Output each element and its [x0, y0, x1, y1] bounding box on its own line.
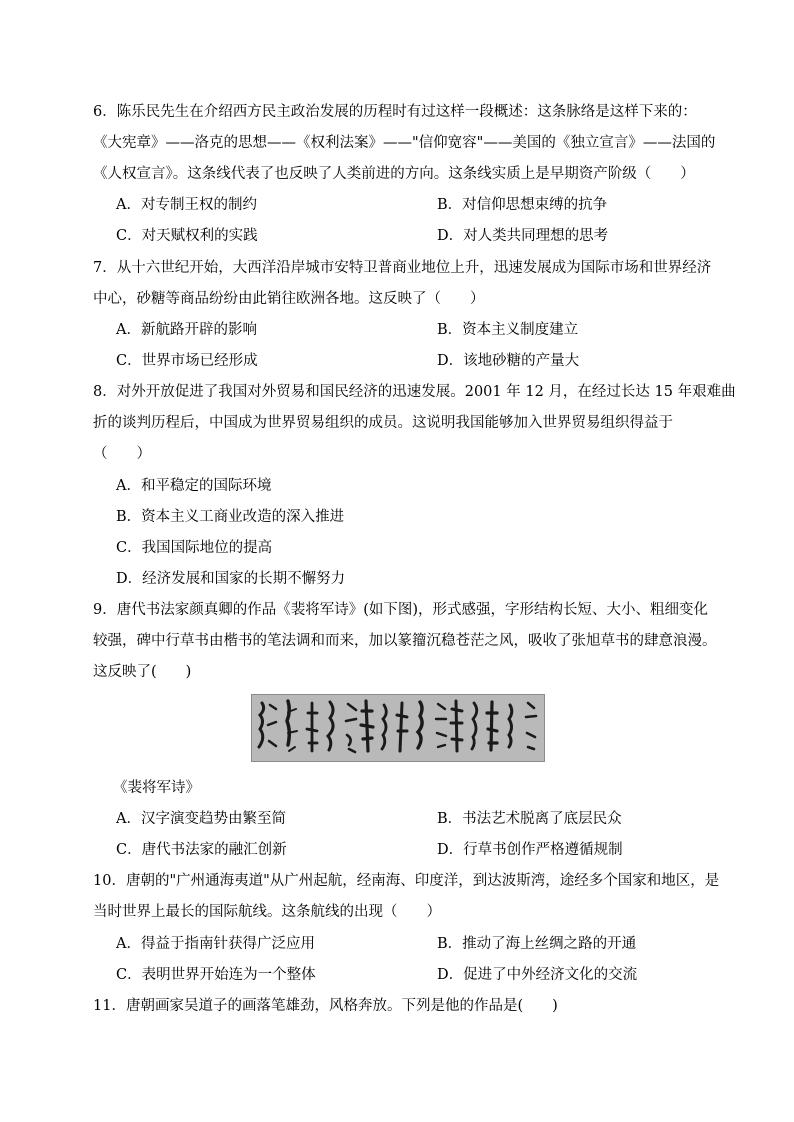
question-10-line-2: 当时世界上最长的国际航线。这条航线的出现（ ）: [93, 904, 441, 920]
question-9-line-2: 较强，碑中行草书由楷书的笔法调和而来，加以篆籀沉稳苍茫之风，吸收了张旭草书的肆意浪漫。: [93, 633, 717, 649]
calligraphy-strokes: [252, 695, 544, 761]
question-7-line-1: 7．从十六世纪开始，大西洋沿岸城市安特卫普商业地位上升，迅速发展成为国际市场和世界经济: [93, 260, 712, 276]
question-6-line-1: 6．陈乐民先生在介绍西方民主政治发展的历程时有过这样一段概述：这条脉络是这样下来的：: [93, 104, 697, 120]
question-8-line-2: 折的谈判历程后，中国成为世界贸易组织的成员。这说明我国能够加入世界贸易组织得益于: [93, 415, 673, 431]
question-9-option-b: B．书法艺术脱离了底层民众: [437, 811, 622, 827]
question-10-option-d: D．促进了中外经济文化的交流: [437, 967, 638, 983]
calligraphy-caption: 《裴将军诗》: [113, 780, 200, 796]
question-6-option-a: A．对专制王权的制约: [116, 197, 257, 213]
question-6-line-3: 《人权宣言》。这条线代表了也反映了人类前进的方向。这条线实质上是早期资产阶级（ ）: [93, 166, 695, 182]
question-7-option-c: C．世界市场已经形成: [116, 353, 258, 369]
question-10-option-c: C．表明世界开始连为一个整体: [116, 967, 316, 983]
question-8-option-b: B．资本主义工商业改造的深入推进: [116, 509, 345, 525]
question-6-option-b: B．对信仰思想束缚的抗争: [437, 197, 608, 213]
question-11-line-1: 11．唐朝画家吴道子的画落笔雄劲，风格奔放。下列是他的作品是( ): [93, 998, 558, 1014]
calligraphy-image: [251, 694, 545, 762]
question-7-option-b: B．资本主义制度建立: [437, 322, 579, 338]
question-8-option-d: D．经济发展和国家的长期不懈努力: [116, 571, 346, 587]
question-10-line-1: 10．唐朝的"广州通海夷道"从广州起航，经南海、印度洋，到达波斯湾，途经多个国家和地区，是: [93, 873, 720, 889]
question-6-line-2: 《大宪章》——洛克的思想——《权利法案》——"信仰宽容"——美国的《独立宣言》——法国的: [93, 135, 716, 151]
question-7-line-2: 中心，砂糖等商品纷纷由此销往欧洲各地。这反映了（ ）: [93, 291, 485, 307]
question-6-option-d: D．对人类共同理想的思考: [437, 228, 609, 244]
question-9-line-3: 这反映了( ): [93, 664, 192, 680]
question-10-option-b: B．推动了海上丝绸之路的开通: [437, 936, 637, 952]
question-8-option-a: A．和平稳定的国际环境: [116, 478, 272, 494]
question-8-option-c: C．我国国际地位的提高: [116, 540, 273, 556]
question-9-option-a: A．汉字演变趋势由繁至简: [116, 811, 286, 827]
question-7-option-a: A．新航路开辟的影响: [116, 322, 257, 338]
question-6-option-c: C．对天赋权利的实践: [116, 228, 258, 244]
question-9-line-1: 9．唐代书法家颜真卿的作品《裴将军诗》(如下图)，形式感强，字形结构长短、大小、粗细变化: [93, 602, 709, 618]
question-10-option-a: A．得益于指南针获得广泛应用: [116, 936, 315, 952]
question-9-option-d: D．行草书创作严格遵循规制: [437, 842, 623, 858]
question-8-line-3: （ ）: [93, 446, 151, 462]
question-7-option-d: D．该地砂糖的产量大: [437, 353, 580, 369]
question-9-option-c: C．唐代书法家的融汇创新: [116, 842, 287, 858]
question-8-line-1: 8．对外开放促进了我国对外贸易和国民经济的迅速发展。2001 年 12 月，在经过长达 15 年艰难曲: [93, 384, 736, 400]
